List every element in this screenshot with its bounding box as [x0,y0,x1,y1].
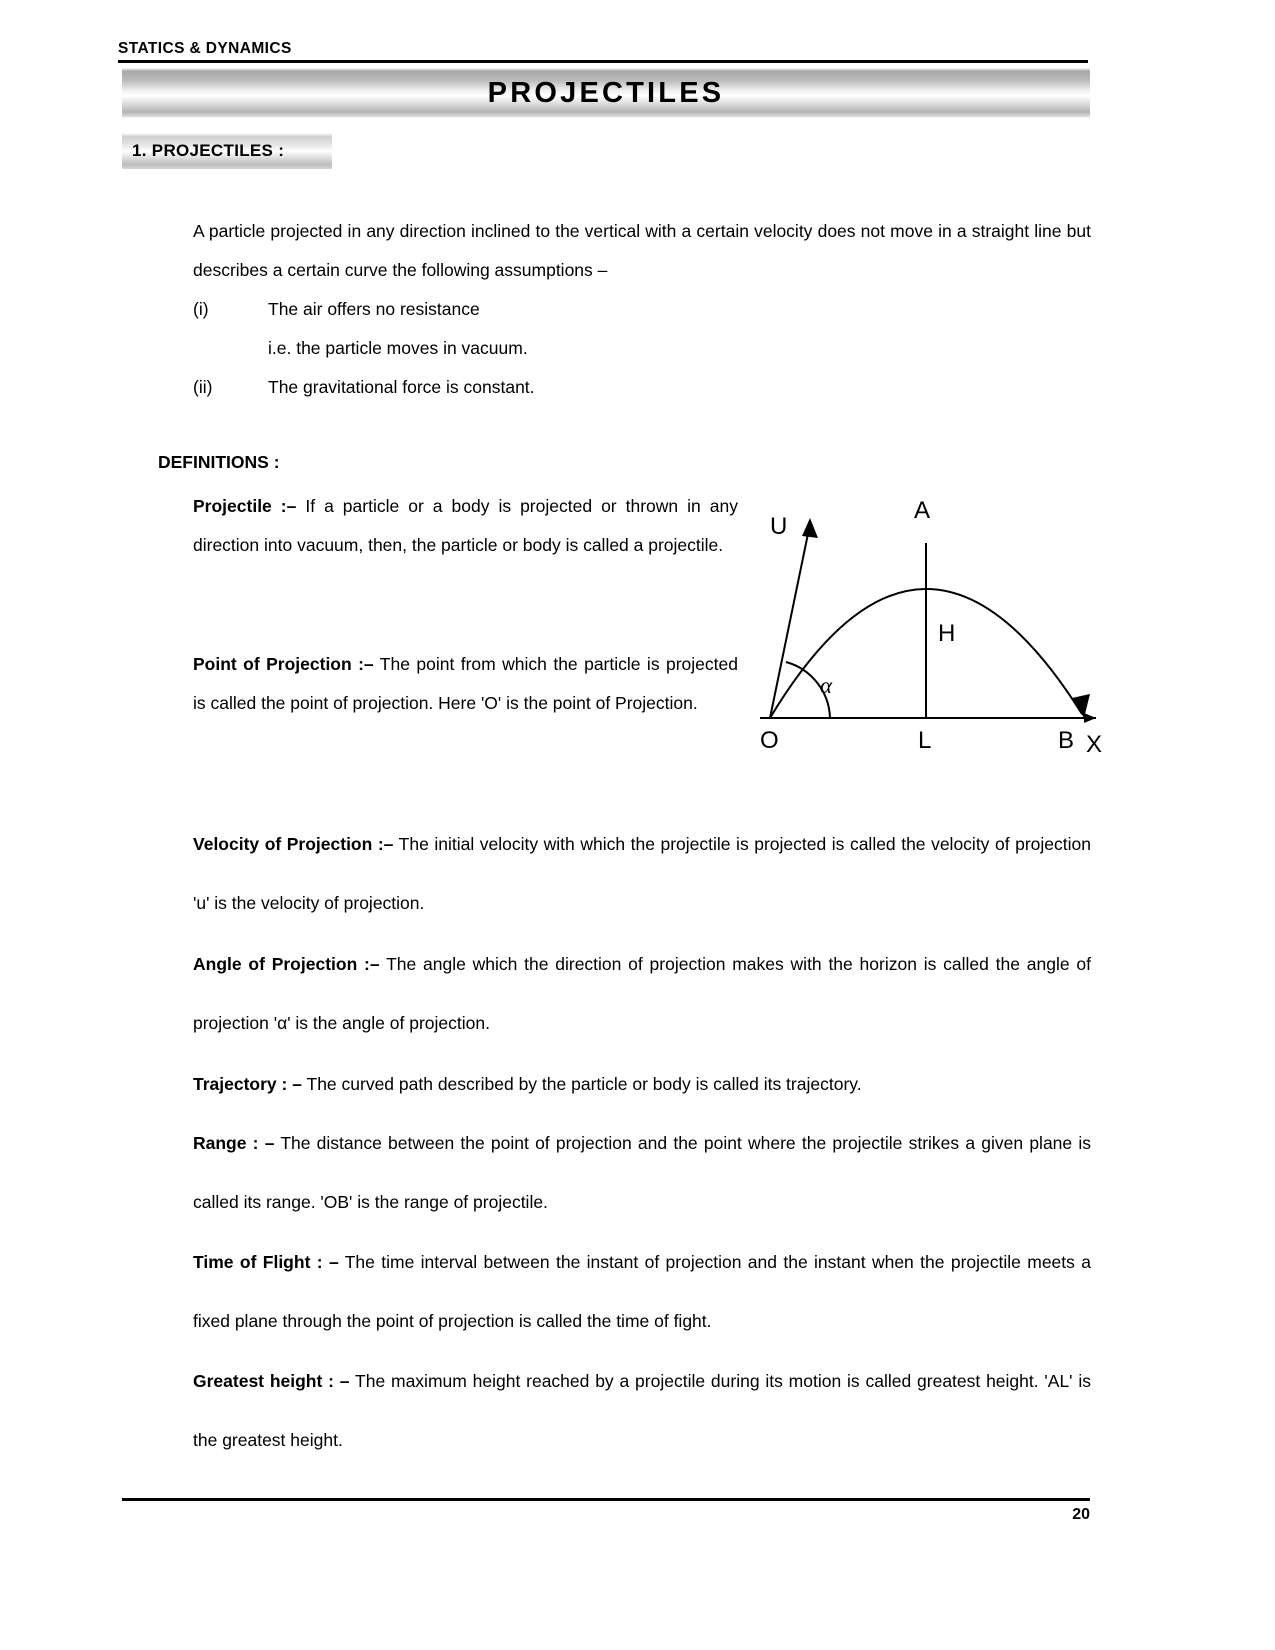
diagram-label-O: O [760,727,779,754]
definition-term: Range : – [193,1133,275,1153]
definition-term: Projectile :– [193,496,297,516]
definition-term: Point of Projection :– [193,654,374,674]
page-number: 20 [1072,1506,1090,1523]
projectile-diagram [752,486,1102,754]
definition-projectile [193,487,738,565]
list-item-marker: (i) [193,299,209,319]
definition-body: The maximum height reached by a projectile during its motion is called greatest height. 'AL' is the greatest height. [193,1371,1091,1450]
list-item-label: The gravitational force is constant. [268,377,535,397]
page-title: PROJECTILES [487,76,725,109]
definition-velocity-of-projection [193,815,1091,933]
diagram-label-X: X [1086,731,1102,754]
diagram-label-L: L [918,727,932,754]
diagram-label-B: B [1058,727,1075,754]
definition-range [193,1114,1091,1232]
intro-paragraph: A particle projected in any direction inclined to the vertical with a certain velocity does not move in a straight line but describes a certain curve the following assumptions – [193,221,1091,280]
list-item-marker: (ii) [193,377,213,397]
definition-trajectory [193,1055,1091,1114]
diagram-label-U: U [770,513,788,540]
diagram-label-alpha: α [820,673,833,698]
diagram-label-A: A [914,497,931,524]
definition-term: Velocity of Projection :– [193,834,394,854]
definition-body: The initial velocity with which the projectile is projected is called the velocity of projection 'u' is the velocity of projection. [193,834,1091,913]
definition-term: Angle of Projection :– [193,954,380,974]
list-item-label: The air offers no resistance [268,299,480,319]
definition-term: Greatest height : – [193,1371,350,1391]
definition-body: The angle which the direction of projection makes with the horizon is called the angle of projection 'α' is the angle of projection. [193,954,1091,1033]
header-rule [118,60,1088,63]
definition-body: The point from which the particle is projected is called the point of projection. Here 'O' is the point of Projection. [193,654,738,713]
definition-time-of-flight [193,1233,1091,1351]
definition-point-of-projection [193,645,738,723]
definition-greatest-height [193,1352,1091,1470]
definition-term: Trajectory : – [193,1074,302,1094]
definition-term: Time of Flight : – [193,1252,339,1272]
footer-rule [122,1498,1090,1501]
definition-body: If a particle or a body is projected or thrown in any direction into vacuum, then, the particle or body is called a projectile. [193,496,738,555]
list-item-label: i.e. the particle moves in vacuum. [268,338,528,358]
definition-angle-of-projection [193,935,1091,1053]
section-heading-label: 1. PROJECTILES : [132,141,285,160]
running-head: STATICS & DYNAMICS [118,40,292,57]
definition-body: The curved path described by the particle or body is called its trajectory. [301,1074,862,1094]
definition-body: The distance between the point of projection and the point where the projectile strikes a given plane is called its range. 'OB' is the range of projectile. [193,1133,1091,1212]
title-banner [122,68,1090,118]
definitions-heading: DEFINITIONS : [158,452,280,472]
section-heading-chip [122,133,332,169]
definition-body: The time interval between the instant of projection and the instant when the projectile meets a fixed plane through the point of projection is called the time of fight. [193,1252,1091,1331]
diagram-label-H: H [938,620,956,647]
